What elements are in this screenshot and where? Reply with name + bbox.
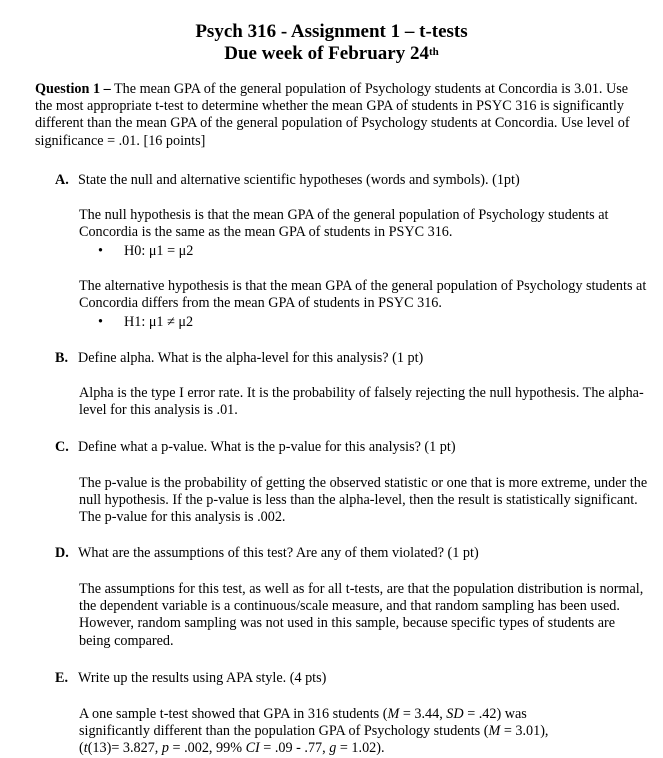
apa-symbol-t: t [83,740,88,757]
part-e-answer [79,706,649,758]
part-b-prompt [55,350,645,367]
part-b-prompt-text: Define alpha. What is the alpha-level for this analysis? (1 pt) [78,350,424,366]
part-a-alt-bullet [98,314,193,331]
part-b-answer: Alpha is the type I error rate. It is the probability of falsely rejecting the null hypothesis. The alpha-level for this analysis is .01. [79,385,644,419]
part-e-prompt [55,670,645,687]
alt-hypothesis-symbol: H1: μ1 ≠ μ2 [124,314,194,330]
apa-text: (13)= 3.827, [87,740,162,757]
part-c-answer: The p-value is the probability of getting the observed statistic or one that is more extreme, under the null hypothesis. If the p-value is less than the alpha-level, then the result is statistically significant. The p-value for this analysis is .002. [79,475,648,526]
apa-text: A one sample t-test showed that GPA in 316 students ( [79,706,388,722]
part-c-prompt [55,439,645,456]
due-date-suffix: th [428,46,439,58]
part-d-prompt [55,545,645,562]
apa-text: significantly different than the population GPA of Psychology students ( [79,723,489,740]
bullet-icon: • [98,243,103,259]
part-a-prompt [55,172,645,189]
question-1 [35,81,635,150]
question-label: Question 1 – [35,81,111,97]
part-a-letter: A. [55,172,69,188]
bullet-icon: • [98,314,103,330]
apa-text: = 3.01), [500,723,549,740]
due-date-text: Due week of February 24 [224,43,429,64]
apa-line-3 [79,740,649,757]
page-title: Psych 316 - Assignment 1 – t-tests [195,21,468,42]
apa-symbol-g: g [329,740,337,757]
apa-symbol-p: p [161,740,169,757]
page-subtitle [0,43,663,65]
apa-symbol-sd: SD [446,706,464,722]
apa-symbol-m: M [387,706,400,722]
part-d-letter: D. [55,545,69,561]
question-text: The mean GPA of the general population of Psychology students at Concordia is 3.01. Use the most appropriate t-test to determine whether the mean GPA of students in PSYC 316 is significantly different than the mean GPA of the general population of Psychology students at Concordia. Use level of significance = .01. [16 points] [35,81,630,149]
apa-symbol-m: M [488,723,501,740]
apa-text: = .09 - .77, [259,740,330,757]
apa-text: = 3.44, [399,706,447,722]
apa-text: = 1.02). [336,740,385,757]
part-a-null-bullet [98,243,193,260]
apa-line-1 [79,706,649,723]
null-hypothesis-symbol: H0: μ1 = μ2 [124,243,194,259]
part-a-alt-text: The alternative hypothesis is that the mean GPA of the general population of Psychology students at Concordia differs from the mean GPA of students in PSYC 316. [79,278,647,312]
apa-line-2 [79,723,649,740]
part-e-letter: E. [55,670,69,686]
part-c-letter: C. [55,439,69,455]
apa-symbol-ci: CI [245,740,260,757]
apa-text: = .42) was [463,706,527,722]
apa-text: ( [79,740,84,757]
part-a-null-text: The null hypothesis is that the mean GPA of the general population of Psychology students at Concordia is the same as the mean GPA of students in PSYC 316. [79,207,609,241]
part-a-prompt-text: State the null and alternative scientific hypotheses (words and symbols). (1pt) [78,172,520,188]
part-e-prompt-text: Write up the results using APA style. (4 pts) [78,670,327,686]
part-d-prompt-text: What are the assumptions of this test? Are any of them violated? (1 pt) [78,545,479,561]
part-d-answer: The assumptions for this test, as well as for all t-tests, are that the population distribution is normal, the dependent variable is a continuous/scale measure, and that random sampling has been used. However, random sampling was not used in this sample, because specific types of students are being compared. [79,581,644,649]
part-c-prompt-text: Define what a p-value. What is the p-value for this analysis? (1 pt) [78,439,456,455]
part-b-letter: B. [55,350,69,366]
apa-text: = .002, 99% [168,740,246,757]
